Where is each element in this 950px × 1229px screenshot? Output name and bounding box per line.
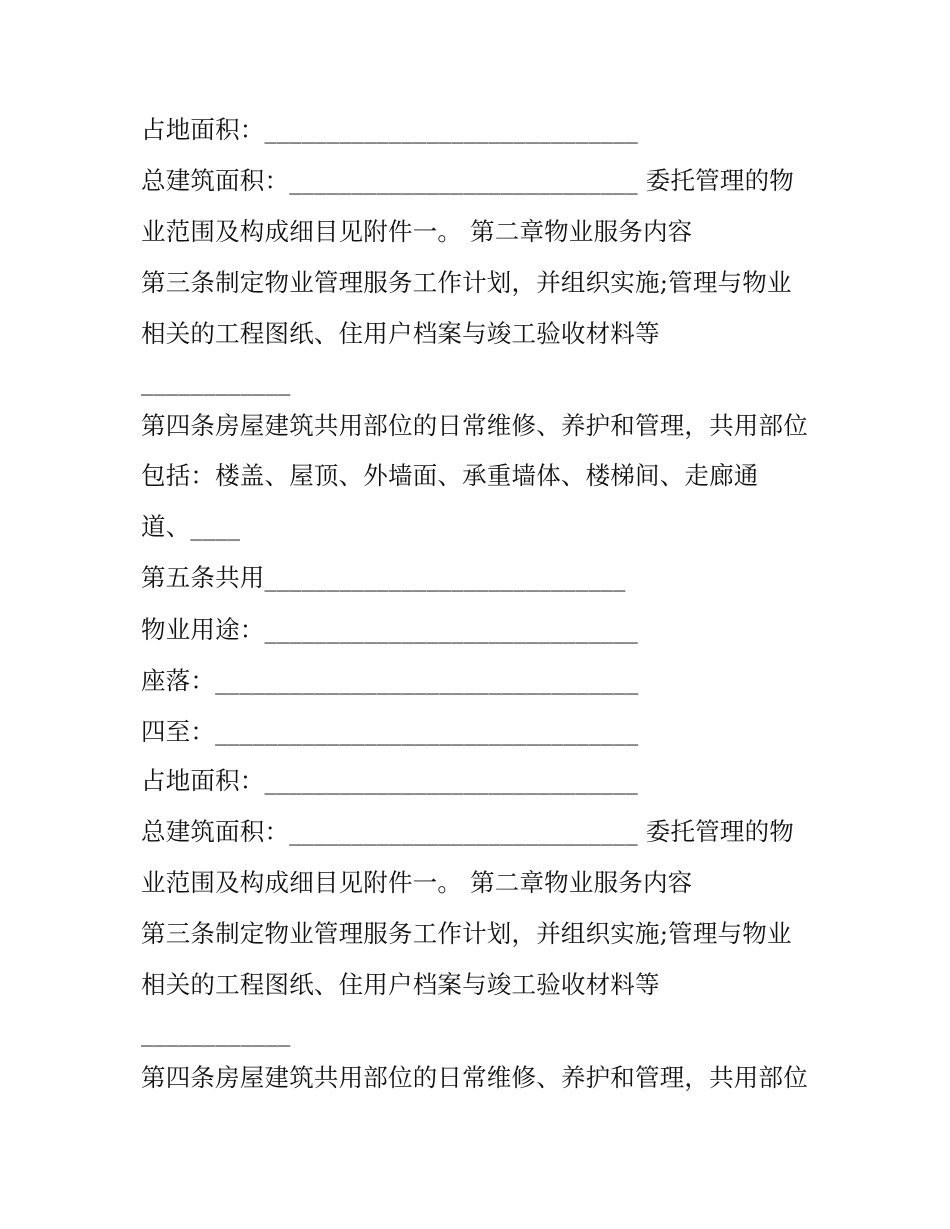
text-line-article4-cont: 包括：楼盖、屋顶、外墙面、承重墙体、楼梯间、走廊通 [141,461,759,490]
text-line-article4-end: 道、____ [141,512,241,541]
text-line-article5: 第五条共用_____________________________ [141,563,626,592]
text-line-property-use: 物业用途：______________________________ [141,615,638,644]
text-line-article3: 第三条制定物业管理服务工作计划，并组织实施;管理与物业 [141,268,792,297]
text-line-land-area-2: 占地面积：______________________________ [141,766,638,795]
text-line-blank: ____________ [141,367,291,396]
text-line-blank-2: ____________ [141,1018,291,1047]
text-line-article4-2: 第四条房屋建筑共用部位的日常维修、养护和管理，共用部位 [141,1063,808,1092]
text-line-article4: 第四条房屋建筑共用部位的日常维修、养护和管理，共用部位 [141,411,808,440]
text-line-land-area: 占地面积：______________________________ [141,115,638,144]
text-line-location: 座落：__________________________________ [141,666,639,695]
text-line-article3-cont: 相关的工程图纸、住用户档案与竣工验收材料等 [141,319,660,348]
text-line-article3-2: 第三条制定物业管理服务工作计划，并组织实施;管理与物业 [141,919,792,948]
text-line-boundaries: 四至：__________________________________ [141,717,639,746]
text-line-scope-chapter2-2: 业范围及构成细目见附件一。 第二章物业服务内容 [141,868,693,897]
text-line-article3-cont-2: 相关的工程图纸、住用户档案与竣工验收材料等 [141,970,660,999]
text-line-building-area-2: 总建筑面积：____________________________ 委托管理的物 [141,817,794,846]
text-line-scope-chapter2: 业范围及构成细目见附件一。 第二章物业服务内容 [141,217,693,246]
text-line-building-area: 总建筑面积：____________________________ 委托管理的物 [141,166,794,195]
